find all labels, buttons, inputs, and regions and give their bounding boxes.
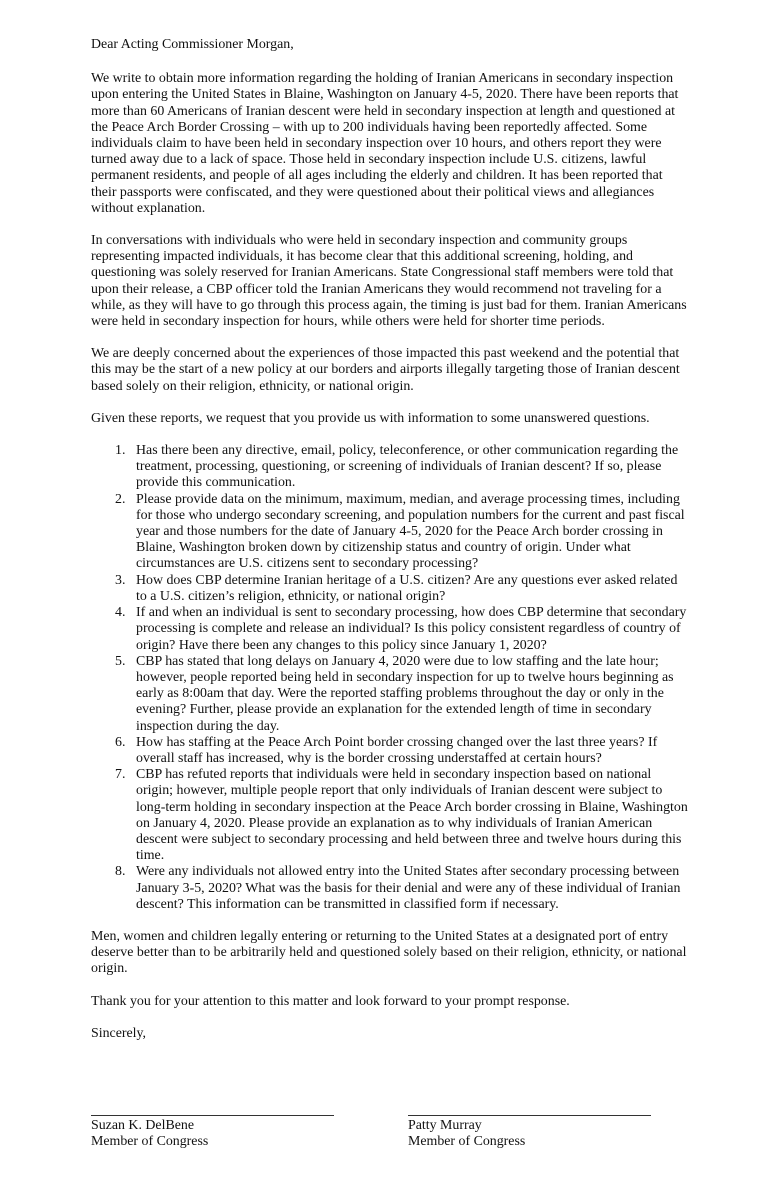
concern-paragraph: We are deeply concerned about the experiences of those impacted this past weekend and the potential that this may be the start of a new policy at our borders and airports illegally targeting those of Iranian descent based solely on their religion, ethnicity, or national origin.	[91, 346, 680, 394]
question-item	[91, 443, 691, 492]
question-number: 7.	[115, 767, 126, 783]
signature-line	[408, 1115, 651, 1116]
question-item	[91, 605, 691, 654]
signatory-murray	[408, 1115, 651, 1150]
question-text: Were any individuals not allowed entry into the United States after secondary processing between January 3-5, 2020? What was the basis for their denial and were any of these individual of Iranian descent? This information can be transmitted in classified form if necessary.	[136, 864, 681, 912]
question-item	[91, 767, 691, 864]
question-text: How has staffing at the Peace Arch Point border crossing changed over the last three years? If overall staff has increased, why is the border crossing understaffed at certain hours?	[136, 734, 658, 766]
question-number: 6.	[115, 734, 126, 750]
signature-block	[91, 1115, 691, 1165]
signatory-delbene	[91, 1115, 334, 1150]
question-text: Please provide data on the minimum, maximum, median, and average processing times, including for those who undergo secondary screening, and population numbers for the current and past fiscal year and those numbers for the date of January 4-5, 2020 for the Peace Arch border crossing in Blaine, Washington broken down by citizenship status and country of origin. Under what circumstances are U.S. citizens sent to secondary processing?	[136, 491, 685, 572]
question-number: 4.	[115, 605, 126, 621]
signatory-name: Suzan K. DelBene	[91, 1118, 194, 1133]
intro-paragraph: We write to obtain more information regarding the holding of Iranian Americans in secondary inspection upon entering the United States in Blaine, Washington on January 4-5, 2020. There have been reports that more than 60 Americans of Iranian descent were held in secondary inspection at length and questioned at the Peace Arch Border Crossing – with up to 200 individuals having been reportedly affected. Some individuals claim to have been held in secondary inspection over 10 hours, and others report they were turned away due to a lack of space. Those held in secondary inspection include U.S. citizens, lawful permanent residents, and people of all ages including the elderly and children. It has been reported that their passports were confiscated, and they were questioned about their political views and allegiances without explanation.	[91, 71, 679, 216]
question-text: CBP has refuted reports that individuals were held in secondary inspection based on national origin; however, multiple people report that only individuals of Iranian descent were subject to long-term holding in secondary inspection at the Peace Arch border crossing in Blaine, Washington on January 4, 2020. Please provide an explanation as to why individuals of Iranian American descent were subject to secondary processing and held between three and twelve hours during this time.	[136, 767, 688, 864]
signatory-title: Member of Congress	[408, 1134, 526, 1150]
question-item	[91, 492, 691, 573]
conversations-paragraph: In conversations with individuals who were held in secondary inspection and community groups representing impacted individuals, it has become clear that this additional screening, holding, and questioning was solely reserved for Iranian Americans. State Congressional staff members were told that upon their release, a CBP officer told the Iranian Americans they would recommend not traveling for a while, as they will have to go through this process again, the timing is just bad for them. Iranian Americans were held in secondary inspection for hours, while others were held for shorter time periods.	[91, 233, 687, 330]
question-number: 8.	[115, 864, 126, 880]
question-item	[91, 735, 691, 767]
signatory-title: Member of Congress	[91, 1134, 209, 1150]
signatory-name: Patty Murray	[408, 1118, 482, 1133]
question-item	[91, 654, 691, 735]
question-text: CBP has stated that long delays on January 4, 2020 were due to low staffing and the late hour; however, people reported being held in secondary inspection for up to twelve hours beginning as early as 8:00am that day. Were the reported staffing problems throughout the day or only in the evening? Further, please provide an explanation for the extended length of time in secondary inspection during the day.	[136, 653, 674, 734]
question-number: 1.	[115, 443, 126, 459]
question-text: How does CBP determine Iranian heritage of a U.S. citizen? Are any questions ever asked related to a U.S. citizen’s religion, ethnicity, or national origin?	[136, 572, 678, 604]
question-number: 2.	[115, 491, 126, 507]
question-text: Has there been any directive, email, policy, teleconference, or other communication regarding the treatment, processing, questioning, or screening of individuals of Iranian descent? If so, please provide this communication.	[136, 443, 679, 491]
question-number: 5.	[115, 653, 126, 669]
rights-paragraph: Men, women and children legally entering or returning to the United States at a designated port of entry deserve better than to be arbitrarily held and questioned solely based on their religion, ethnicity, or national origin.	[91, 928, 687, 977]
question-item	[91, 864, 691, 913]
questions-list	[91, 443, 691, 913]
request-paragraph: Given these reports, we request that you provide us with information to some unanswered questions.	[91, 410, 650, 426]
question-item	[91, 573, 691, 605]
letter-body	[91, 37, 691, 1042]
question-text: If and when an individual is sent to secondary processing, how does CBP determine that secondary processing is complete and release an individual? Is this policy consistent regardless of country of origin? Have there been any changes to this policy since January 1, 2020?	[136, 605, 687, 653]
question-number: 3.	[115, 572, 126, 588]
salutation: Dear Acting Commissioner Morgan,	[91, 37, 294, 52]
thanks-paragraph: Thank you for your attention to this matter and look forward to your prompt response.	[91, 993, 570, 1009]
signature-line	[91, 1115, 334, 1116]
valediction: Sincerely,	[91, 1025, 147, 1041]
